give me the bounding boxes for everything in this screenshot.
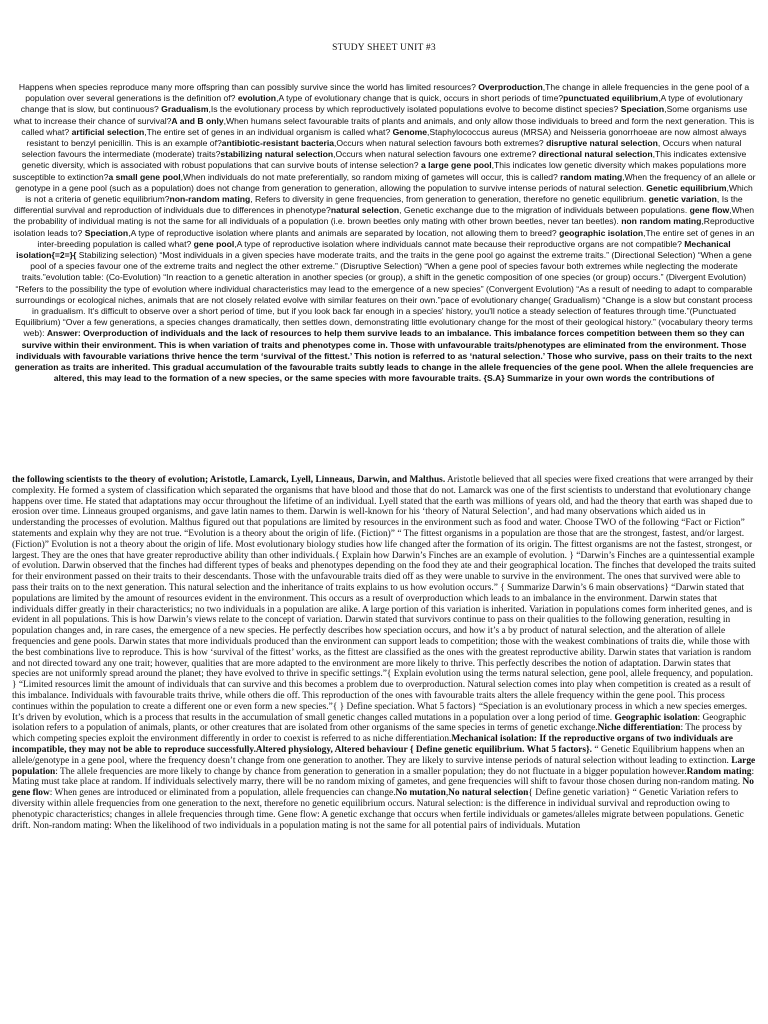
bold-term: Answer: Overproduction of individuals and the lack of resources to help them survive leads to an imbalance. This imbalance forces competition between them so they can survive within their environment. This is when variation of traits and phenotypes come in. Those with unfavourable traits/phenotypes are eliminated from the environment. Those individuals with favourable variations thrive hence the term ‘survival of the fittest.’ This notion is referred to as ‘natural selection.’ Those who survive, pass on their traits to the next generation as traits are inherited. This gradual accumulation of the favourable traits subtly leads to change in the allele frequencies of the gene pool. When the allele frequencies are altered, this may lead to the formation of a new species, or the same species with more favourable traits.: [14, 328, 754, 384]
text-run: Aristotle believed that all species were fixed creations that were arranged by their complexity. He formed a system of classification which separated the organisms that have blood and those that do not. Lamarck was one of the first scientists to understand that evolutionary change happens over time. He stated that adaptations may occur throughout the lifetime of an individual. Lyell stated that the earth was millions of years old, and had the theory that earth was shaped due to erosion over time. Linneaus grouped organisms, and gave latin names to them. Darwin is well-known for his ‘theory of Natural Selection’, and had many observations which aided us in understanding the processes of evolution. Malthus figured out that populations are limited by resources in the environment such as food and water. Choose TWO of the following “Fact or Fiction” statements and explain why they are not true. “Evolution is a theory about the origin of life. (Fiction)” “ The fittest organisms in a population are those that are the strongest, fastest, and/or largest. (Fiction)” Evolution is not a theory about the origin of life. Most evolutionary biology studies how life changed after the formation of its origin. The fittest organisms are not the fastest, strongest, or largest. They are the ones that have greater reproductive ability than other individuals.{ Explain how Darwin’s Finches are an example of evolution. } “Darwin’s Finches are a quintessential example of evolution. Darwin observed that the finches had different types of beaks and phenotypes depending on the food they ate and their geographical location. The finches that developed the traits suited for their environment passed on their traits to their descendants. Those with the unfavourable traits died off as they were unable to survive in the environment. The ones that survived were able to pass their traits on to the next generation. This natural selection and the inheritance of traits explains to us how evolution occurs.” { Summarize Darwin’s 6 main observations} “Darwin stated that populations are limited by the amount of resources evident in the environment. This occurs as a result of overproduction which leads to an imbalance in the environment. Darwin states that individuals differ greatly in their characteristics; no two individuals in a population are alike. A large portion of this variation is inherited. Variation in populations comes form inherited genes, and is evident in all populations. This is how Darwin’s views relate to the concept of variation. Darwin stated that survivors continue to pass on their qualities to the following generation, resulting in population changes and, in rare cases, the emergence of a new species. He perfectly describes how speciation occurs, and how it’s a by product of natural selection, and the alteration of allele frequencies and gene pools. Darwin states that more individuals produced than the environment can support leads to competition; those with the weakest combinations of traits die, while those with the best combinations live to reproduce. This is how ‘survival of the fittest’ works, as the fittest are classified as the ones with the greatest reproductive ability. Darwin states that variation is random and not directed toward any one trait; however, qualities that are more adapted to the environment are more likely to thrive. This perfectly describes the notion of adaptation. Darwin states that species are not uniformly spread around the planet; they have evolved to thrive in specific settings.”{ Explain evolution using the terms natural selection, gene pool, allele frequency, and population. } “Limited resources limit the amount of individuals that can survive and this becomes a problem due to overproduction. Natural selection comes into play when competition is created as a result of this imbalance. Individuals with favourable traits thrive, while others die off. This reproduction of the ones with favourable traits alters the allele frequency within the gene pool. This process continues within the population to create a different one or even form a new species.”{ } Define speciation. What 5 factors} “Speciation is an evolutionary process in which a new species emerges. It’s driven by evolution, which is a process that results in the accumulation of small genetic changes called mutations in a population over a long period of time.: [12, 475, 756, 723]
text-run: ,A type of reproductive isolation where individuals cannot mate because their reproductive organs are not compatible?: [234, 238, 685, 249]
bold-term: random mating: [560, 171, 623, 182]
bold-term: antibiotic-resistant bacteria: [221, 138, 334, 149]
text-run: , Refers to diversity in gene frequencies, from generation to generation, therefore no genetic equilibrium.: [250, 194, 649, 205]
text-run: { Define genetic variation} “ Genetic Variation refers to diversity within allele frequencies from one generation to the next, therefore no genetic equilibrium occurs. Natural selection: is the difference in individual survival and reproduction owing to phenotypic characteristics; changes in allele frequencies through time. Gene flow: A genetic exchange that occurs when fertile individuals or gametes/alleles migrate between populations. Genetic drift. Non-random mating: When the likelihood of two individuals in a population mating is not the same for all potential pairs of individuals. Mutation: [12, 788, 744, 831]
bold-term: gene pool: [193, 238, 235, 249]
text-run: ,When humans select favourable traits of plants and animals, and only allow those individuals to breed and form the next generation. This is called what?: [21, 115, 755, 137]
text-run: ,Which is not a criteria of genetic equilibrium?: [25, 182, 753, 205]
text-run: ,: [445, 788, 449, 799]
bold-term: Mechanical isolation: If the reproductive organs of two individuals are incompatible, they may not be able to reproduce successfully.Altered physiology, Altered behaviour { Define genetic equilibrium. What 5 factors}.: [12, 734, 733, 755]
bold-term: geographic isolation: [559, 227, 644, 238]
bold-term: non random mating: [621, 216, 702, 227]
text-run: Stabilizing selection) “Most individuals in a given species have moderate traits, and the traits in the gene pool go against the extreme traits.” (Directional Selection) “When a gene pool of a species favour one of the extreme traits and neglect the other extreme.” (Disruptive Selection) “When a gene pool of species favour both extremes while neglecting the moderate traits.”evolution table: (Co-Evolution) “In reaction to a genetic alteration in another species (or group), a shift in the genetic composition of one species (or group) occurs.” (Divergent Evolution) “Refers to the possibility the type of evolution where individual characteristics may lead to the emergence of a new species” (Convergent Evolution) “As a result of needing to adapt to comparable surroundings or ecological niches, animals that are not closely related evolve with similar features on their own.”pace of evolutionary change( Gradualism) “Change is a slow but constant process in gradualism. It's difficult to observe over a short period of time, but if you look back far enough in a species' history, you'll notice a steady selection of features through time.”(Punctuated Equilibrium) “Over a few generations, a species changes dramatically, then settles down, demonstrating little evolutionary change for the most of their geological history.” (vocabulary theory terms web):: [15, 250, 753, 339]
text-run: : When genes are introduced or eliminated from a population, allele frequencies can change.: [49, 788, 396, 799]
text-run: “ Genetic Equilibrium happens when an allele/genotype in a gene pool, where the frequency doesn’t change from one generation to another. They are likely to survive intense periods of natural selection without leading to extinction.: [12, 744, 745, 766]
bold-term: Geographic isolation: [614, 712, 698, 723]
text-run: , Occurs when natural selection favours the intermediate (moderate) traits?: [21, 138, 742, 160]
bold-term: non-random mating: [169, 194, 251, 205]
text-run: ,When the probability of individual mating is not the same for all individuals of a population (i.e. brown beetles only mating with other brown beetles, never tan beetles).: [13, 205, 755, 227]
text-run: ,The entire set of genes in an individual organism is called what?: [144, 126, 393, 137]
bold-term: the following scientists to the theory of evolution; Aristotle, Lamarck, Lyell, Linneaus, Darwin, and Malthus.: [12, 475, 446, 485]
text-run: ,The entire set of genes in an inter-breeding population is called what?: [37, 227, 755, 249]
bold-term: No gene flow: [12, 777, 754, 799]
bold-term: Speciation: [84, 227, 129, 238]
page-title: STUDY SHEET UNIT #3: [332, 43, 436, 53]
bold-term: gene flow: [689, 205, 730, 216]
bold-term: No natural selection: [448, 788, 529, 799]
bold-term: natural selection: [330, 205, 400, 216]
bold-term: disruptive natural selection: [546, 138, 658, 149]
text-run: ,When the frequency of an allele or genotype in a gene pool (such as a population) does not change from generation to generation, allowing the population to survive intense periods of natural selection.: [15, 171, 756, 193]
bold-term: punctuated equilibrium: [563, 93, 659, 104]
text-run: ,Occurs when natural selection favours both extremes?: [334, 138, 547, 149]
bold-term: {S.A} Summarize in your own words the contributions of: [483, 373, 715, 384]
bold-term: Mechanical isolation{=2=}{: [16, 238, 731, 261]
text-run: : Geographic isolation refers to a population of animals, plants, or other creatures that are isolated from other organisms of the same species in terms of genetic exchange.: [12, 712, 747, 734]
bold-term: A and B only: [171, 115, 224, 126]
bold-term: Genetic equilibrium: [646, 182, 727, 193]
text-run: , Genetic exchange due to the migration of individuals between populations.: [399, 205, 690, 216]
text-run: , Is the differential survival and reproduction of individuals due to differences in phenotype?: [13, 194, 743, 216]
study-answers-paragraph: [12, 475, 756, 831]
bold-term: directional natural selection: [538, 149, 653, 160]
text-run: ,Some organisms use what to increase their chance of survival?: [13, 104, 748, 126]
text-run: ,This indicates low genetic diversity which makes populations more susceptible to extinction?: [12, 160, 747, 182]
text-run: ,When individuals do not mate preferentially, so random mixing of gametes will occur, this is called?: [180, 171, 561, 182]
bold-term: Random mating: [686, 766, 752, 777]
bold-term: Gradualism: [161, 104, 209, 115]
text-run: : The process by which competing species exploit the environment differently in order to coexist is referred to as niche differentiation.: [12, 723, 743, 745]
text-run: ,The change in allele frequencies in the gene pool of a population over several generations is the definition of?: [25, 82, 750, 104]
bold-term: Large population: [12, 755, 756, 777]
text-run: ,This indicates extensive genetic diversity, which is associated with robust populations that can survive bouts of intense selection?: [21, 149, 747, 171]
text-run: : The allele frequencies are more likely to change by chance from generation to generation in a smaller population; they do not fluctuate in a bigger population however.: [55, 766, 687, 777]
bold-term: No mutation: [395, 788, 446, 799]
text-run: ,Staphylococcus aureus (MRSA) and Neisseria gonorrhoeae are now almost always resistant to benzyl penicillin. This is an example of?: [26, 126, 747, 149]
text-run: ,A type of reproductive isolation where plants and animals are separated by location, not allowing them to breed?: [128, 227, 560, 238]
text-run: : Mating must take place at random. If individuals selectively marry, there will be no random mixing of gametes, and gene frequencies will shift to favour those chosen during non-random mating.: [12, 766, 755, 788]
bold-term: a small gene pool: [108, 171, 181, 182]
bold-term: Genome: [392, 126, 427, 137]
bold-term: a large gene pool: [420, 160, 492, 171]
text-run: ,Is the evolutionary process by which reproductively isolated populations evolve to become distinct species?: [208, 104, 621, 115]
bold-term: Niche differentiation: [597, 723, 681, 734]
text-run: ,A type of evolutionary change that is slow, but continuous?: [20, 93, 743, 115]
text-run: ,Reproductive isolation leads to?: [13, 216, 755, 238]
text-run: Happens when species reproduce many more offspring than can possibly survive since the world has limited resources?: [18, 82, 479, 92]
text-run: ,A type of evolutionary change that is quick, occurs in short periods of time?: [276, 93, 564, 104]
bold-term: Overproduction: [478, 82, 543, 92]
bold-term: stabilizing natural selection: [220, 149, 334, 160]
study-questions-paragraph: [12, 82, 756, 384]
bold-term: Speciation: [620, 104, 665, 115]
text-run: ,Occurs when natural selection favours one extreme?: [333, 149, 539, 160]
bold-term: artificial selection: [71, 126, 145, 137]
bold-term: genetic variation: [648, 194, 717, 205]
bold-term: evolution: [237, 93, 277, 104]
